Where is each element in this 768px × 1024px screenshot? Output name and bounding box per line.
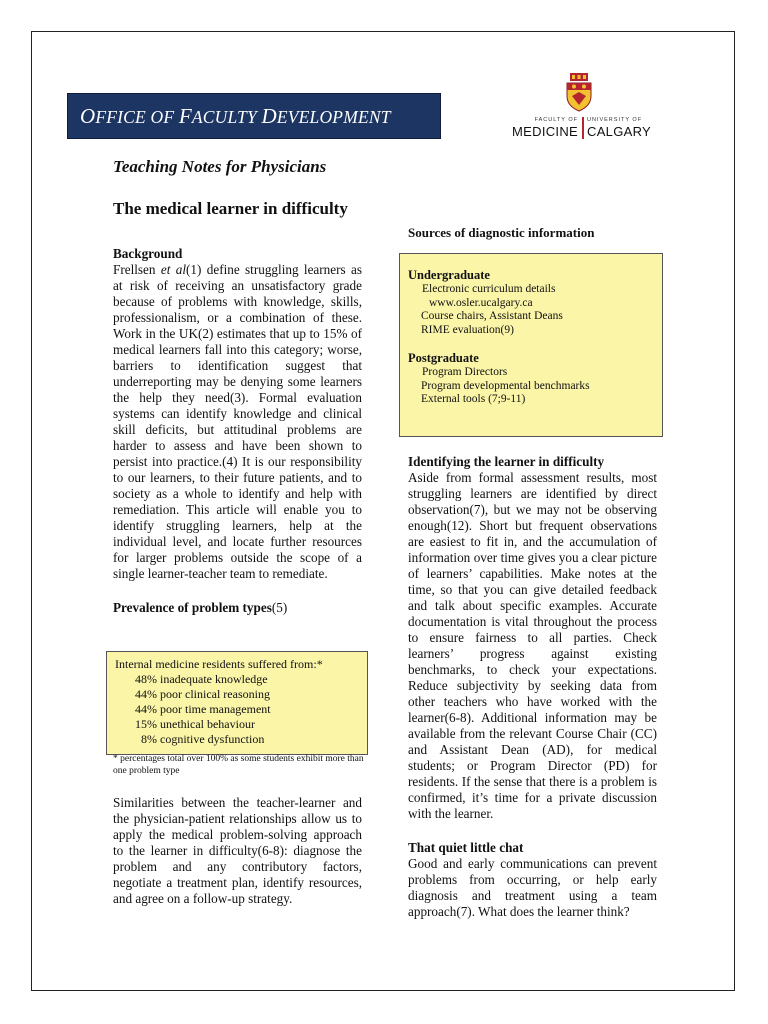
source-item: Course chairs, Assistant Deans [421,310,563,322]
banner-title: OFFICE OF FACULTY DEVELOPMENT [80,103,391,128]
logo-faculty-small: FACULTY OF [534,117,578,123]
series-subtitle: Teaching Notes for Physicians [113,157,327,176]
source-link: www.osler.ucalgary.ca [429,296,533,309]
identifying-heading: Identifying the learner in difficulty [408,454,605,469]
prevalence-box [106,651,368,755]
university-logo [512,72,652,142]
logo-university-small: UNIVERSITY OF [587,117,643,123]
right-column [408,454,657,920]
sources-heading: Sources of diagnostic information [408,225,595,240]
background-heading: Background [113,246,183,261]
undergraduate-heading: Undergraduate [408,268,490,282]
source-item: RIME evaluation(9) [421,323,514,336]
identifying-paragraph: Aside from formal assessment results, most struggling learners are identified by direct observation(7), but we may not be observing enough(12). Short but frequent observations are easiest to fit in, and the accumulation of information over time gives you a clear picture of learners’ capabilities. Make notes at the time, so that you can give detailed feedback and talk about specific examples. Accurate documentation is vital throughout the process to ensure fairness to all parties. Check learners’ progress against existing benchmarks, to check your expectations. Reduce subjectivity by seeking data from other teachers who have worked with the learner(6-8). Additional information may be available from the relevant Course Chair (CC) and Assistant Dean (AD), for medical students; or Program Director (PD) for residents. If the sense that there is a problem is confirmed, it’s time for a private discussion with the learner. [408,470,657,821]
prevalence-item: 44% poor time management [135,702,271,716]
postgraduate-heading: Postgraduate [408,351,479,365]
source-item: Program Directors [422,366,508,378]
prevalence-item: 48% inadequate knowledge [135,672,268,686]
quiet-chat-paragraph: Good and early communications can prevent problems from occurring, or help early diagnosis and treatment using a team approach(7). What does the learner think? [408,856,657,919]
crest-icon [564,72,594,112]
source-item: External tools (7;9-11) [421,393,526,405]
prevalence-intro: Internal medicine residents suffered from:* [115,657,323,671]
logo-divider [582,117,584,139]
similarities-paragraph: Similarities between the teacher-learner and the physician-patient relationships allow us to apply the medical problem-solving approach to the learner in difficulty(6-8): diagnose the problem and any contributory factors, negotiate a treatment plan, identify resources, and agree on a follow-up strategy. [113,795,362,906]
source-item: Electronic curriculum details [422,283,556,295]
prevalence-item: 44% poor clinical reasoning [135,687,270,701]
prevalence-footnote: * percentages total over 100% as some students exhibit more than one problem type [113,754,364,776]
logo-faculty-name: MEDICINE [512,124,578,139]
logo-university-name: CALGARY [587,124,651,139]
office-banner [67,93,441,139]
sources-box [399,253,663,437]
prevalence-item: 8% cognitive dysfunction [141,732,265,746]
article-title: The medical learner in difficulty [113,199,348,218]
prevalence-item: 15% unethical behaviour [135,717,255,731]
quiet-chat-heading: That quiet little chat [408,840,524,855]
left-column-top [113,246,362,616]
prevalence-heading: Prevalence of problem types(5) [113,600,288,615]
background-paragraph: Frellsen et al(1) define struggling learners as at risk of receiving an unsatisfactory grade because of problems with knowledge, skills, professionalism, or a combination of these. Work in the UK(2) estimates that up to 15% of medical learners fall into this category; worse, barriers to identification suggest that underreporting may be denying some learners the help they need(3). Formal evaluation systems can identify knowledge and clinical skill deficits, but attitudinal problems are harder to assess and have been shown to persist into practice.(4) It is our responsibility to our learners, to their future patients, and to society as a whole to identify and help with remediation. This article will enable you to identify struggling learners, help at the individual level, and locate further resources for larger problems outside the scope of a single learner-teacher team to remediate. [113,262,362,581]
source-item: Program developmental benchmarks [421,379,590,392]
